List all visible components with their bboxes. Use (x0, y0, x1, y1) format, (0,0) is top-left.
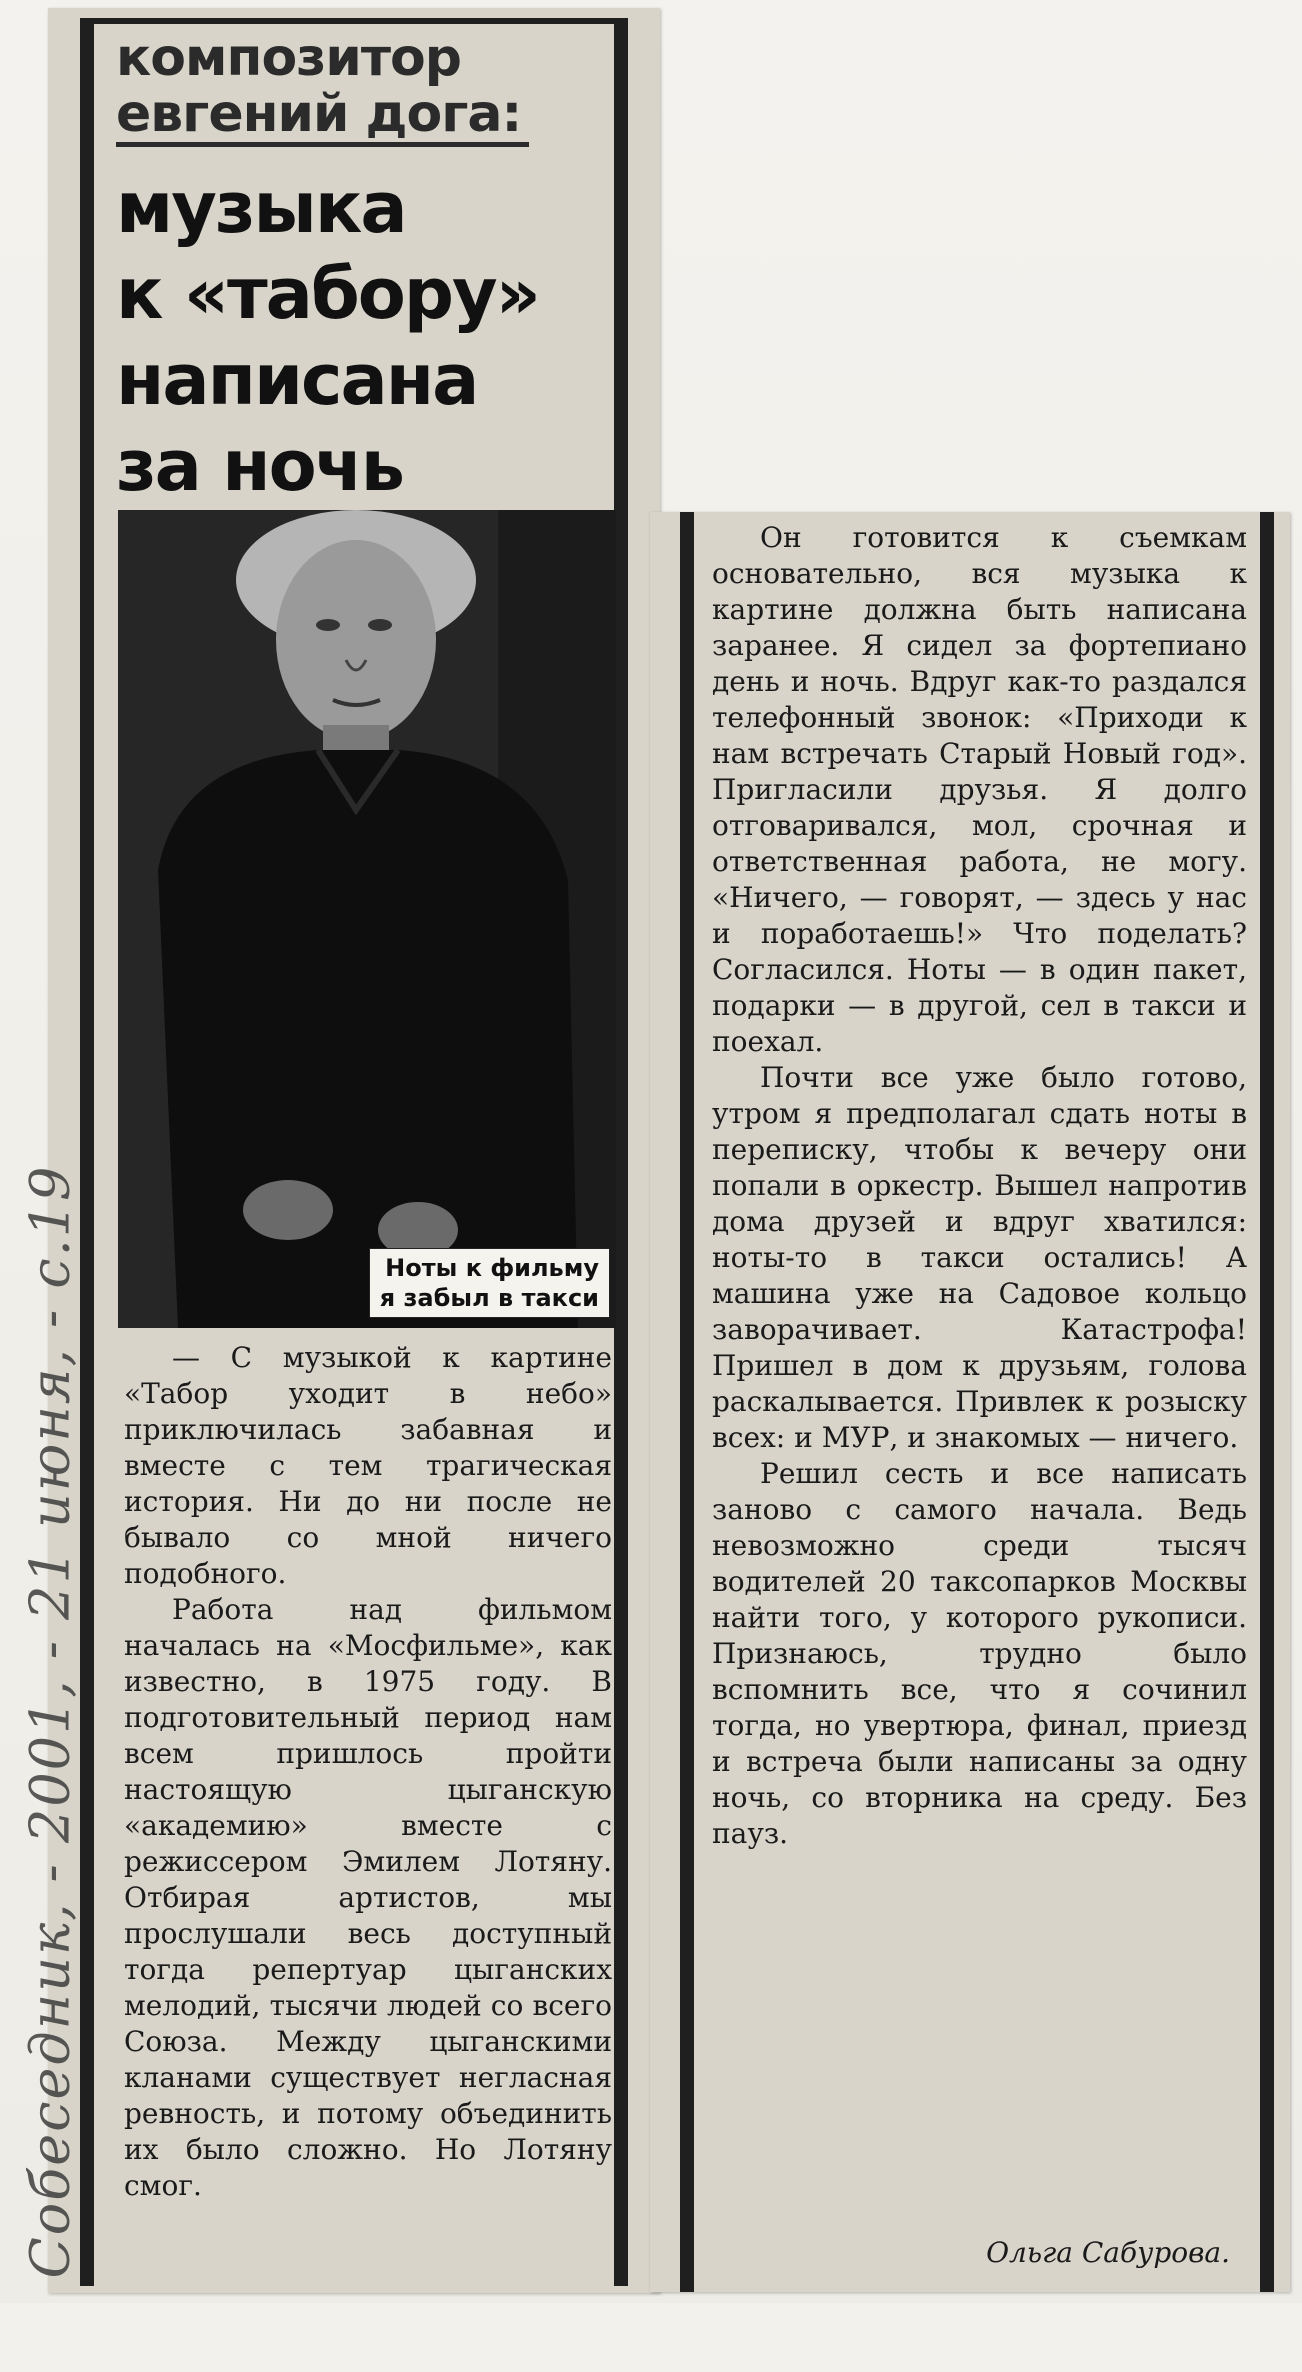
kicker-line-2: евгений дога: (116, 86, 529, 147)
title-line-2: к «табору» (116, 253, 539, 335)
title-line-1: музыка (116, 167, 406, 249)
kicker-line-1: композитор (116, 28, 461, 88)
article-title (116, 165, 656, 509)
kicker (116, 30, 656, 147)
title-line-3: написана (116, 339, 478, 421)
paragraph: — С музыкой к картине «Табор уходит в небо» приключилась забавная и вместе с тем трагическая история. Ни до ни после не бывало со мной ничего подобного. (124, 1341, 612, 1590)
composer-portrait-illustration (118, 510, 616, 1328)
handwritten-source-note: Собеседник, - 2001, - 21 июня, - с.19 (18, 1164, 82, 2279)
photo-caption (369, 1248, 610, 1318)
headline-block (116, 30, 656, 509)
caption-line-1: Ноты к фильму (385, 1254, 599, 1282)
title-line-4: за ночь (116, 425, 404, 507)
article-column-left (124, 1340, 612, 2204)
caption-line-2: я забыл в такси (379, 1284, 599, 1312)
paragraph: Решил сесть и все написать заново с самого начала. Ведь невозможно среди тысяч водителей 20 таксопарков Москвы найти того, у которого рукописи. Признаюсь, трудно было вспомнить все, что я сочинил тогда, но увертюра, финал, приезд и встреча были написаны за одну ночь, со вторника на среду. Без пауз. (712, 1457, 1247, 1850)
composer-photo (118, 510, 616, 1328)
paragraph: Почти все уже было готово, утром я предполагал сдать ноты в переписку, чтобы к вечеру они попали в оркестр. Вышел напротив дома друзей и вдруг хватился: ноты-то в такси остались! А машина уже на Садовое кольцо заворачивает. Катастрофа! Пришел в дом к друзьям, голова раскалывается. Привлек к розыску всех: и МУР, и знакомых — ничего. (712, 1061, 1247, 1454)
paragraph: Он готовится к съемкам основательно, вся музыка к картине должна быть написана заранее. Я сидел за фортепиано день и ночь. Вдруг как-то раздался телефонный звонок: «Приходи к нам встречать Старый Новый год». Пригласили друзья. Я долго отговаривался, мол, срочная и ответственная работа, не могу. «Ничего, — говорят, — здесь у нас и поработаешь!» Что поделать? Согласился. Ноты — в один пакет, подарки — в другой, сел в такси и поехал. (712, 521, 1247, 1058)
article-column-right (712, 520, 1247, 1852)
paragraph: Работа над фильмом началась на «Мосфильме», как известно, в 1975 году. В подготовительный период нам всем пришлось пройти настоящую цыганскую «академию» вместе с режиссером Эмилем Лотяну. Отбирая артистов, мы прослушали весь доступный тогда репертуар цыганских мелодий, тысячи людей со всего Союза. Между цыганскими кланами существует негласная ревность, и потому объединить их было сложно. Но Лотяну смог. (124, 1593, 612, 2202)
author-signature: Ольга Сабурова. (986, 2236, 1230, 2269)
